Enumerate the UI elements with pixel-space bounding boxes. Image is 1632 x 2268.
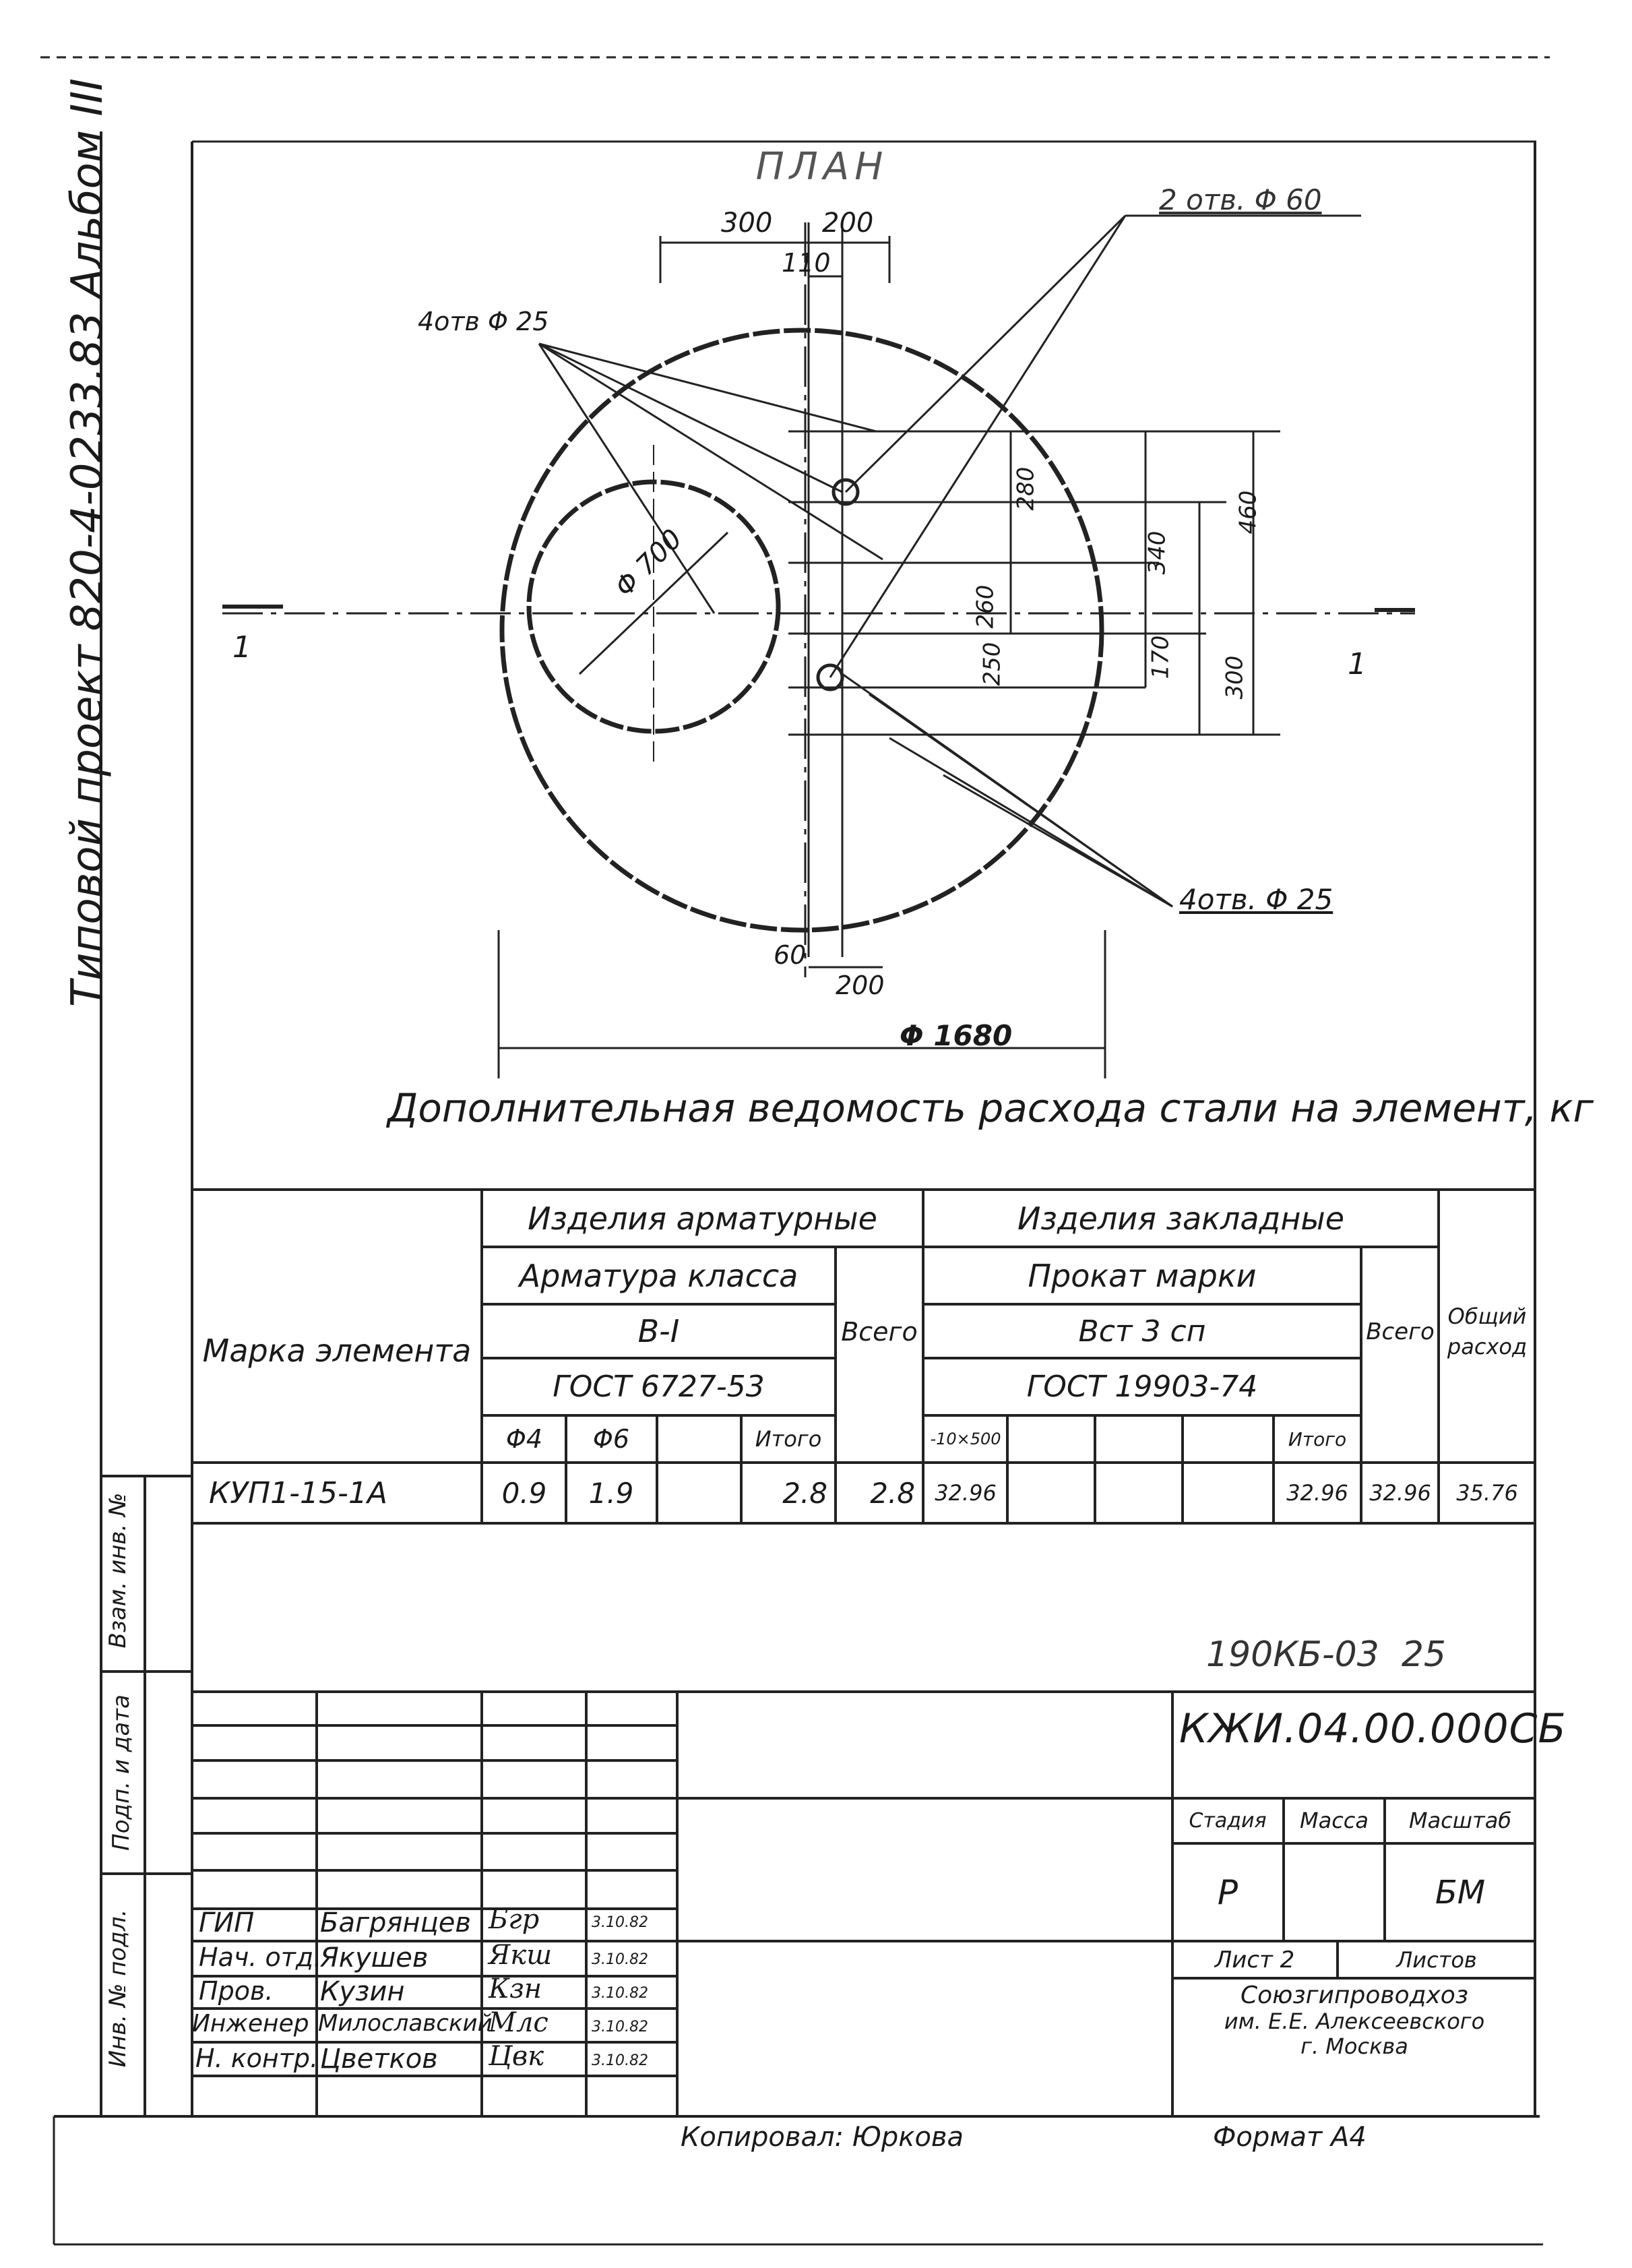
callout-holes-bottom: 4отв. Φ 25 bbox=[1179, 883, 1333, 916]
th-mark: Марка элемента bbox=[202, 1332, 472, 1370]
stamp-date-1: 3.10.82 bbox=[592, 1951, 648, 1968]
stamp-scale: БМ bbox=[1435, 1873, 1486, 1911]
th-prokat: Прокат марки bbox=[1028, 1258, 1257, 1294]
stamp-sign-3: Млс bbox=[489, 2007, 548, 2038]
sheet-reference: 190КБ-03 25 bbox=[1206, 1634, 1447, 1675]
dim-200: 200 bbox=[822, 208, 874, 239]
cell-itogo2: 32.96 bbox=[1286, 1480, 1348, 1506]
cell-total: 35.76 bbox=[1456, 1480, 1518, 1506]
stamp-role-0: ГИП bbox=[199, 1907, 255, 1938]
paper-format: Формат А4 bbox=[1213, 2122, 1367, 2153]
stamp-role-1: Нач. отд. bbox=[199, 1942, 322, 1972]
stamp-name-0: Багрянцев bbox=[320, 1907, 471, 1938]
stamp-date-4: 3.10.82 bbox=[592, 2052, 648, 2069]
stamp-org-line1: Союзгипроводхоз bbox=[1241, 1982, 1468, 2009]
dim-340: 340 bbox=[1143, 530, 1171, 575]
dim-300: 300 bbox=[721, 208, 773, 239]
stamp-org-line2: им. Е.Е. Алексеевского bbox=[1224, 2009, 1485, 2035]
section-mark-left: 1 bbox=[232, 630, 251, 665]
document-code: КЖИ.04.00.000СБ bbox=[1179, 1705, 1567, 1752]
side-label-vzam-inv: Взам. инв. № bbox=[104, 1492, 131, 1649]
dim-60: 60 bbox=[774, 940, 807, 970]
dim-250: 250 bbox=[978, 642, 1006, 686]
dim-280: 280 bbox=[1012, 466, 1040, 511]
table-caption: Дополнительная ведомость расхода стали на элемент, кг bbox=[387, 1085, 1594, 1131]
th-prokat-grade: Вст 3 сп bbox=[1078, 1314, 1206, 1349]
cell-vsego1: 2.8 bbox=[870, 1476, 915, 1510]
cell-mark: КУП1-15-1А bbox=[209, 1475, 387, 1510]
stamp-date-3: 3.10.82 bbox=[592, 2019, 648, 2035]
plan-title: ПЛАН bbox=[755, 145, 889, 189]
stamp-stage: Р bbox=[1217, 1872, 1238, 1912]
cell-sheet: 32.96 bbox=[935, 1480, 997, 1506]
stamp-role-4: Н. контр. bbox=[195, 2044, 319, 2073]
callout-holes-top: 4отв Φ 25 bbox=[418, 307, 549, 336]
stamp-date-0: 3.10.82 bbox=[592, 1914, 648, 1931]
stamp-role-2: Пров. bbox=[199, 1976, 274, 2006]
th-sub-sheet: -10×500 bbox=[930, 1430, 1001, 1448]
stamp-h-scale: Масштаб bbox=[1408, 1808, 1512, 1833]
cell-f4: 0.9 bbox=[501, 1476, 547, 1510]
section-mark-right: 1 bbox=[1348, 647, 1367, 681]
dim-260: 260 bbox=[972, 584, 999, 629]
th-arm-gost: ГОСТ 6727-53 bbox=[553, 1369, 765, 1404]
cell-vsego2: 32.96 bbox=[1369, 1480, 1431, 1506]
stamp-sheets: Листов bbox=[1396, 1947, 1477, 1973]
stamp-sign-0: Бгр bbox=[489, 1904, 540, 1935]
stamp-org-line3: г. Москва bbox=[1300, 2033, 1408, 2060]
cell-itogo1: 2.8 bbox=[782, 1476, 827, 1510]
dim-170: 170 bbox=[1147, 635, 1174, 679]
stamp-h-mass: Масса bbox=[1299, 1808, 1369, 1833]
th-sub-f4: Φ4 bbox=[505, 1424, 543, 1454]
th-total: Общий расход bbox=[1447, 1303, 1528, 1359]
stamp-sheet: Лист 2 bbox=[1214, 1947, 1295, 1973]
stamp-name-4: Цветков bbox=[320, 2044, 438, 2075]
th-arm-class: Арматура класса bbox=[519, 1258, 798, 1294]
stamp-name-1: Якушев bbox=[320, 1942, 429, 1973]
stamp-role-3: Инженер bbox=[192, 2010, 309, 2037]
stamp-sign-1: Якш bbox=[489, 1940, 553, 1971]
stamp-sign-2: Кзн bbox=[489, 1973, 542, 2004]
side-label-podp-data: Подп. и дата bbox=[108, 1694, 135, 1851]
th-sub-itogo1: Итого bbox=[755, 1426, 822, 1452]
side-label-inv-orig: Инв. № подл. bbox=[104, 1909, 131, 2068]
stamp-date-2: 3.10.82 bbox=[592, 1985, 648, 2002]
cell-f6: 1.9 bbox=[588, 1476, 634, 1510]
th-prokat-gost: ГОСТ 19903-74 bbox=[1026, 1369, 1258, 1404]
th-sub-itogo2: Итого bbox=[1288, 1428, 1347, 1450]
th-vsego2: Всего bbox=[1366, 1318, 1435, 1345]
stamp-h-stage: Стадия bbox=[1189, 1808, 1267, 1833]
th-zakl: Изделия закладные bbox=[1017, 1200, 1345, 1237]
stamp-sign-4: Цвк bbox=[489, 2041, 544, 2072]
dim-diameter-700: Φ 700 bbox=[608, 523, 689, 603]
th-arm-grade: В-I bbox=[637, 1313, 680, 1349]
stamp-name-3: Милославский bbox=[318, 2010, 493, 2037]
th-vsego1: Всего bbox=[841, 1316, 918, 1347]
callout-top-right: 2 отв. Φ 60 bbox=[1159, 183, 1322, 216]
side-project-title: Типовой проект 820-4-0233.83 Альбом III bbox=[63, 78, 113, 1008]
th-arm: Изделия арматурные bbox=[528, 1200, 877, 1237]
dim-diameter-1680: Φ 1680 bbox=[900, 1019, 1013, 1052]
dim-110: 110 bbox=[782, 248, 831, 278]
stamp-name-2: Кузин bbox=[320, 1976, 405, 2007]
th-sub-f6: Φ6 bbox=[592, 1424, 630, 1454]
dim-460: 460 bbox=[1234, 490, 1262, 534]
copied-by: Копировал: Юркова bbox=[681, 2122, 964, 2153]
dim-200-bottom: 200 bbox=[836, 971, 885, 1000]
stamp-org bbox=[1176, 1982, 1533, 2059]
dim-300-right: 300 bbox=[1221, 655, 1249, 700]
